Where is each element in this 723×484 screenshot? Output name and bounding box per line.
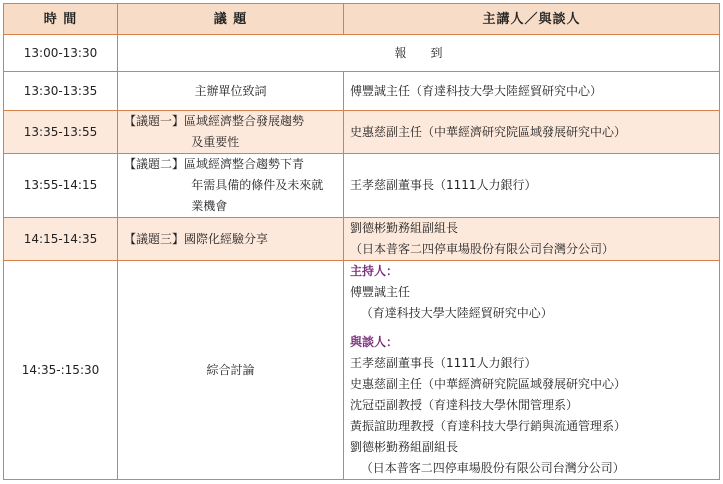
time-cell: 13:30-13:35 — [4, 72, 118, 111]
speaker-org: （日本普客二四停車場股份有限公司台灣分公司） — [350, 242, 615, 256]
table-row — [4, 111, 720, 154]
panelist: 沈冠亞副教授（育達科技大學休閒管理系） — [350, 398, 579, 412]
time-cell: 14:15-14:35 — [4, 218, 118, 261]
table-row — [4, 35, 720, 72]
table-row — [4, 218, 720, 261]
time-header: 時 間 — [4, 4, 118, 35]
speaker-cell — [344, 218, 720, 261]
topic-line: 【議題二】區域經濟整合趨勢下青 — [124, 157, 305, 171]
topic-cell — [118, 111, 344, 154]
panelist-org: （日本普客二四停車場股份有限公司台灣分公司） — [360, 461, 625, 475]
time-cell: 14:35-:15:30 — [4, 261, 118, 480]
header-row — [4, 4, 720, 35]
speaker-cell: 王孝慈副董事長（1111人力銀行） — [344, 154, 720, 218]
time-cell: 13:00-13:30 — [4, 35, 118, 72]
time-cell: 13:55-14:15 — [4, 154, 118, 218]
topic-line: 業機會 — [191, 199, 228, 213]
time-cell: 13:35-13:55 — [4, 111, 118, 154]
panelist: 劉德彬勤務組副組長 — [350, 440, 459, 454]
topic-line: 年需具備的條件及未來就 — [191, 178, 324, 192]
topic-header: 議 題 — [118, 4, 344, 35]
speaker-cell — [344, 261, 720, 480]
host-label: 主持人： — [350, 264, 399, 278]
host-org: （育達科技大學大陸經貿研究中心） — [360, 306, 553, 320]
panelist: 黃振誼助理教授（育達科技大學行銷與流通管理系） — [350, 419, 627, 433]
agenda-table — [3, 3, 720, 480]
topic-cell: 【議題三】國際化經驗分享 — [118, 218, 344, 261]
panelist: 史惠慈副主任（中華經濟研究院區域發展研究中心） — [350, 377, 627, 391]
registration-cell: 報 到 — [118, 35, 720, 72]
topic-cell: 主辦單位致詞 — [118, 72, 344, 111]
table-row — [4, 261, 720, 480]
speaker-cell: 史惠慈副主任（中華經濟研究院區域發展研究中心） — [344, 111, 720, 154]
speaker-line: 劉德彬勤務組副組長 — [350, 221, 459, 235]
topic-cell — [118, 154, 344, 218]
table-row — [4, 72, 720, 111]
topic-line: 【議題一】區域經濟整合發展趨勢 — [124, 114, 305, 128]
topic-cell: 綜合討論 — [118, 261, 344, 480]
topic-line: 及重要性 — [191, 135, 240, 149]
speaker-header: 主講人／與談人 — [344, 4, 720, 35]
panelist: 王孝慈副董事長（1111人力銀行） — [350, 356, 537, 370]
host-name: 傅豐誠主任 — [350, 285, 411, 299]
spacer — [350, 324, 713, 332]
panel-label: 與談人： — [350, 335, 399, 349]
table-row — [4, 154, 720, 218]
speaker-cell: 傅豐誠主任（育達科技大學大陸經貿研究中心） — [344, 72, 720, 111]
